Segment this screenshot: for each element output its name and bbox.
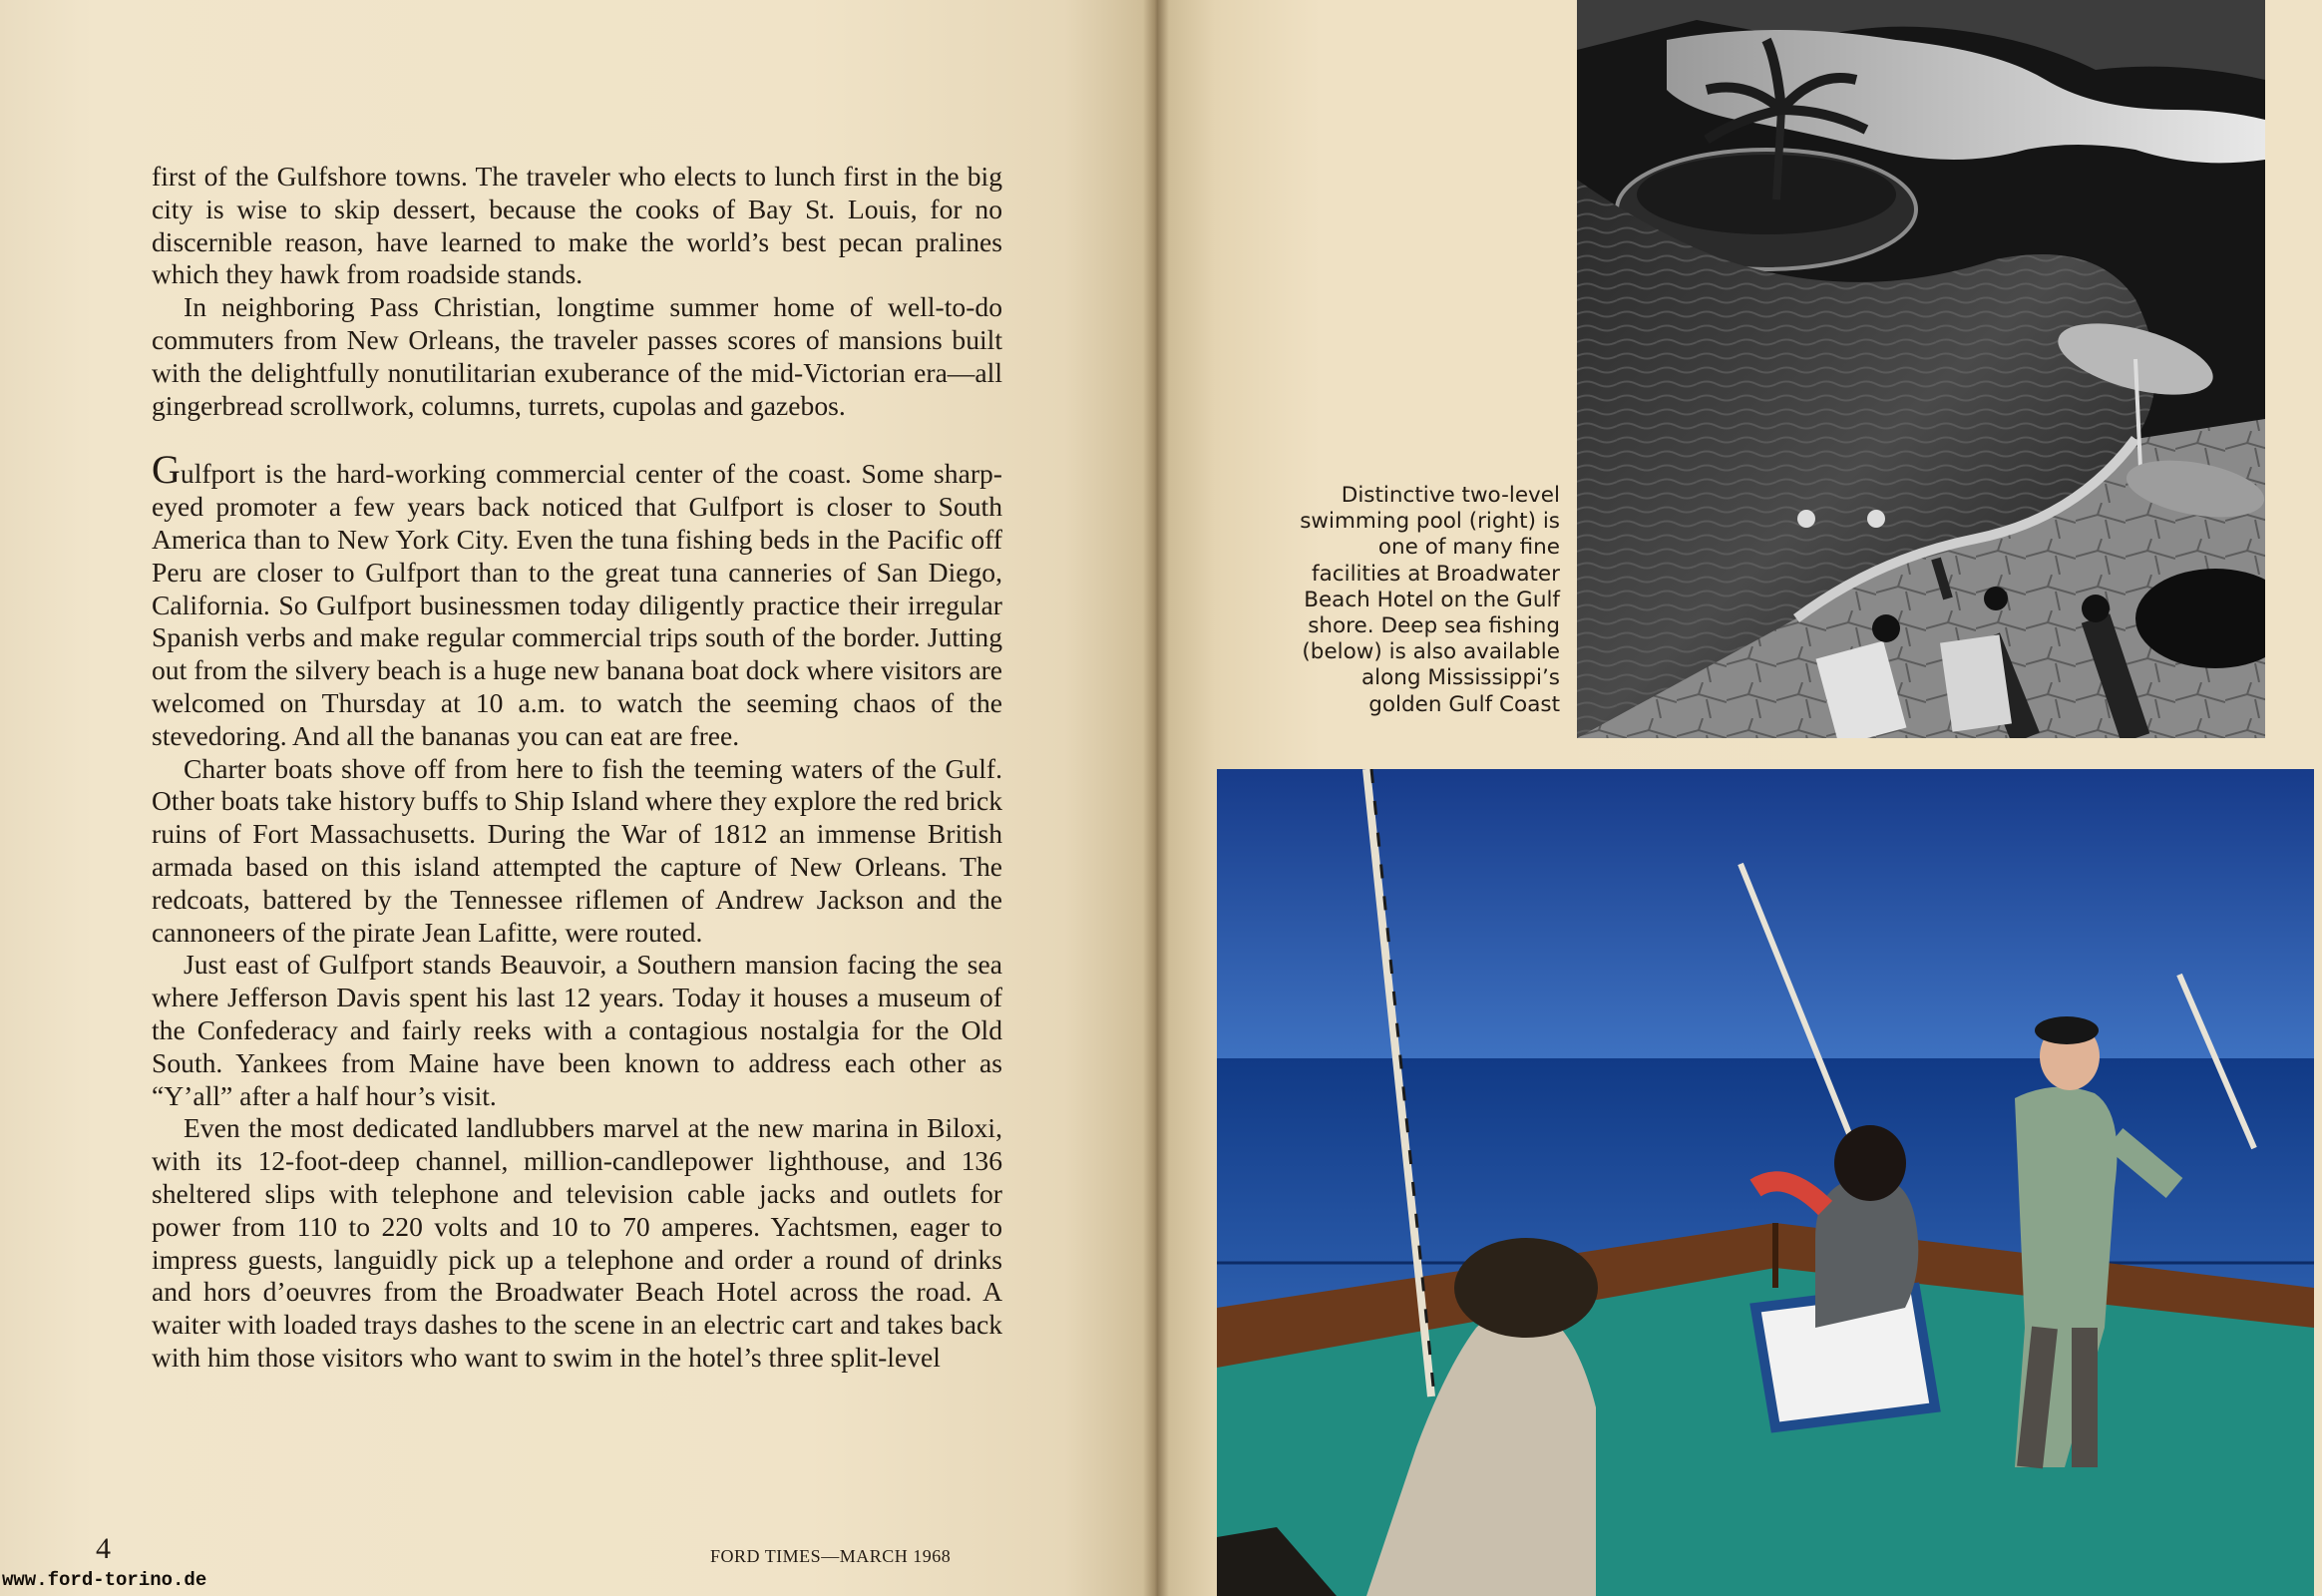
drop-cap: G <box>152 447 181 493</box>
left-page <box>0 0 1157 1596</box>
fishing-photo <box>1217 769 2314 1596</box>
section-lead: ulfport is the hard-working commercial center of the coast. <box>180 458 852 490</box>
paragraph: Even the most dedicated landlubbers marvel at the new marina in Biloxi, with its 12-foot-deep channel, million-candlepower lighthouse, and 136 sheltered slips with telephone and television cable jacks and outlets for power from 110 to 220 volts and 10 to 70 amperes. Yachtsmen, eager to impress guests, languidly pick up a telephone and order a round of drinks and hors d’oeuvres from the Broadwater Beach Hotel across the road. A waiter with loaded trays dashes to the scene in an electric cart and takes back with him those visitors who want to swim in the hotel’s three split-level <box>152 1112 1002 1373</box>
section-opening-paragraph <box>152 447 1002 752</box>
page-gutter <box>1143 0 1169 1596</box>
section-lead-continued: Some sharp-eyed promoter a few years back noticed that Gulfport is closer to South America than to New York City. Even the tuna fishing beds in the Pacific off Peru are closer to Gulfport than to the great tuna canneries of San Diego, California. So Gulfport businessmen today diligently practice their irregular Spanish verbs and make regular commercial trips south of the border. Jutting out from the silvery beach is a huge new banana boat dock where visitors are welcomed on Thursday at 10 a.m. to watch the seeming chaos of the stevedoring. And all the bananas you can eat are free. <box>152 458 1002 751</box>
pool-photo <box>1577 0 2265 738</box>
website-watermark: www.ford-torino.de <box>2 1569 207 1591</box>
paragraph: Just east of Gulfport stands Beauvoir, a Southern mansion facing the sea where Jefferson Davis spent his last 12 years. Today it houses a museum of the Confederacy and fairly reeks with a contagious nostalgia for the Old South. Yankees from Maine have been known to address each other as “Y’all” after a half hour’s visit. <box>152 949 1002 1111</box>
pool-photo-illustration <box>1577 0 2265 738</box>
paragraph: In neighboring Pass Christian, longtime summer home of well-to-do commuters from New Orleans, the traveler passes scores of mansions built with the delightfully nonutilitarian exuberance of the mid-Victorian era—all gingerbread scrollwork, columns, turrets, cupolas and gazebos. <box>152 291 1002 421</box>
article-body <box>152 161 1002 1375</box>
running-footer: FORD TIMES—MARCH 1968 <box>710 1546 952 1566</box>
photo-caption: Distinctive two-level swimming pool (right) is one of many fine facilities at Broadwater Beach Hotel on the Gulf shore. Deep sea fishing (below) is also available along Mississippi’s golden Gulf Coast <box>1300 483 1560 717</box>
fishing-photo-illustration <box>1217 769 2314 1596</box>
paragraph: Charter boats shove off from here to fish the teeming waters of the Gulf. Other boats take history buffs to Ship Island where they explore the red brick ruins of Fort Massachusetts. During the War of 1812 an immense British armada based on this island attempted the capture of New Orleans. The redcoats, battered by the Tennessee riflemen of Andrew Jackson and the cannoneers of the pirate Jean Lafitte, were routed. <box>152 752 1002 948</box>
page-number: 4 <box>96 1532 111 1565</box>
paragraph: first of the Gulfshore towns. The traveler who elects to lunch first in the big city is wise to skip dessert, because the cooks of Bay St. Louis, for no discernible reason, have learned to make the world’s best pecan pralines which they hawk from roadside stands. <box>152 161 1002 290</box>
